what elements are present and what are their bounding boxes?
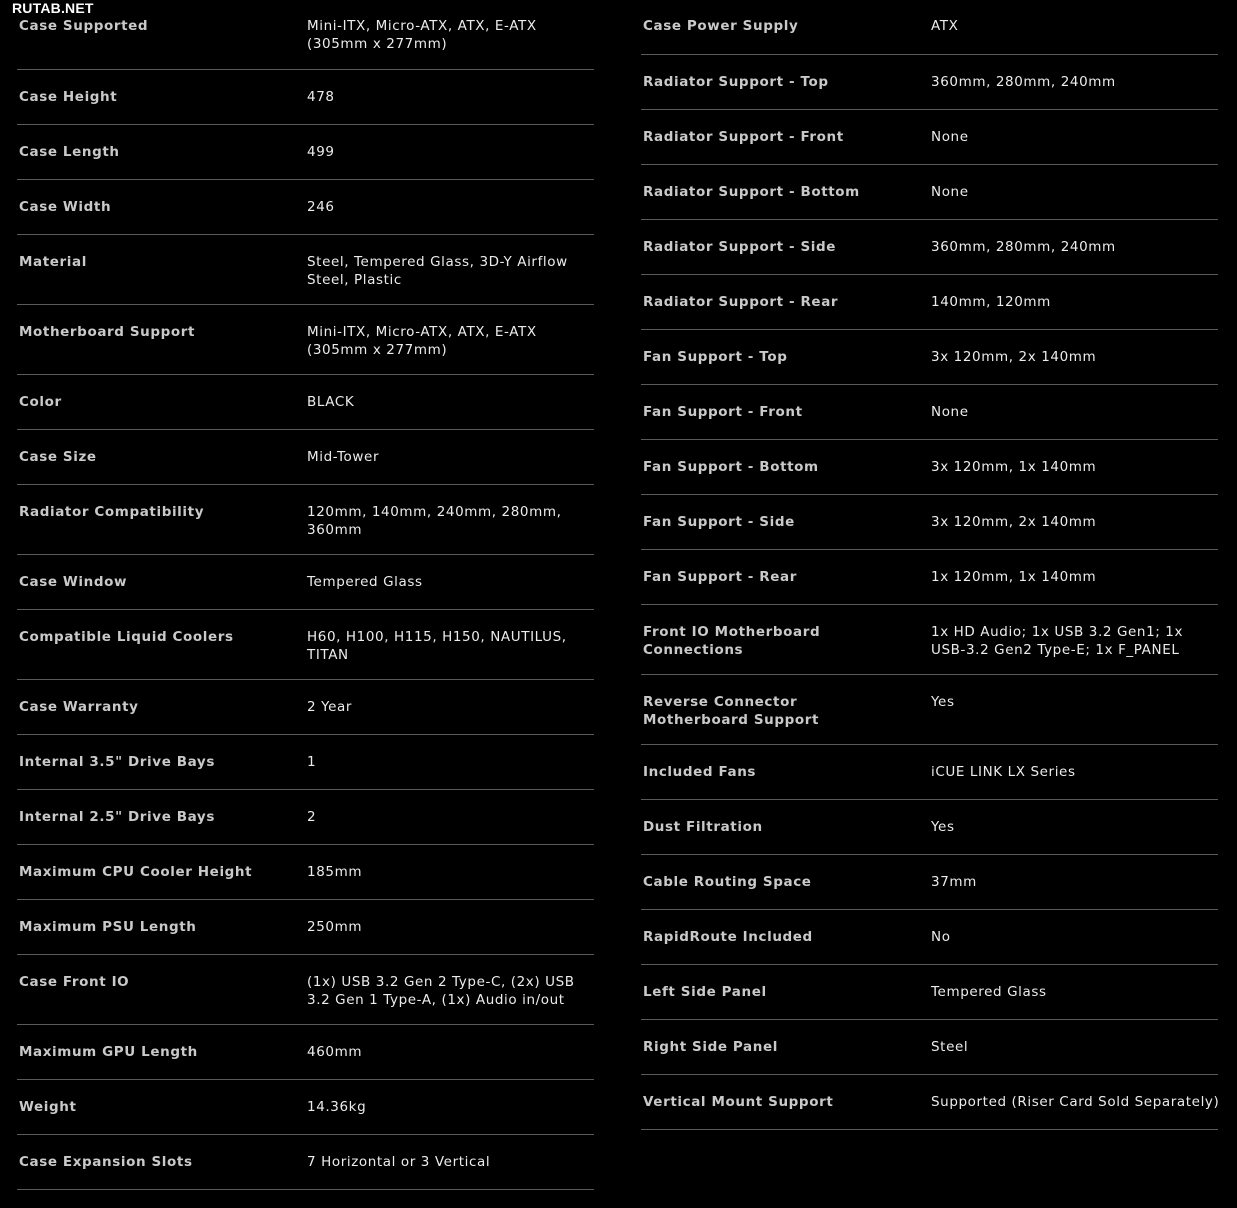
spec-label: Fan Support - Front [643,404,803,420]
spec-value: None [931,184,969,200]
spec-value: 120mm, 140mm, 240mm, 280mm, 360mm [307,504,562,538]
spec-label: Fan Support - Rear [643,569,798,585]
spec-row [17,485,594,555]
watermark-logo: RUTAB.NET [12,0,94,16]
spec-row [641,910,1218,965]
spec-row [17,1135,594,1190]
spec-label: Radiator Support - Side [643,239,837,255]
spec-value: 3x 120mm, 2x 140mm [931,514,1097,530]
spec-row [17,1025,594,1080]
spec-label: Case Warranty [19,699,139,715]
spec-row [641,440,1218,495]
spec-row [17,1080,594,1135]
spec-value: 14.36kg [307,1099,367,1115]
spec-label: Radiator Support - Front [643,129,844,145]
spec-value: 250mm [307,919,363,935]
spec-value: None [931,404,969,420]
spec-value: Yes [931,694,955,710]
spec-label: Fan Support - Side [643,514,795,530]
spec-row [17,790,594,845]
spec-label: Fan Support - Top [643,349,788,365]
spec-row [641,385,1218,440]
spec-label: Vertical Mount Support [643,1094,834,1110]
spec-value: 460mm [307,1044,363,1060]
spec-row [17,0,594,70]
spec-label: Case Front IO [19,974,130,990]
spec-label: Case Supported [19,18,149,34]
spec-value: Steel [931,1039,969,1055]
spec-label: Color [19,394,62,410]
spec-label: Radiator Support - Bottom [643,184,860,200]
spec-value: 478 [307,89,335,105]
spec-value: 499 [307,144,335,160]
spec-label: Right Side Panel [643,1039,778,1055]
spec-row [641,1020,1218,1075]
spec-value: 246 [307,199,335,215]
spec-row [641,165,1218,220]
spec-row [17,375,594,430]
specs-column-right [641,0,1218,1130]
spec-value: Yes [931,819,955,835]
spec-label: Fan Support - Bottom [643,459,819,475]
spec-row [641,110,1218,165]
spec-label: Material [19,254,87,270]
spec-value: Tempered Glass [931,984,1047,1000]
spec-row [641,605,1218,675]
spec-value: 3x 120mm, 1x 140mm [931,459,1097,475]
spec-value: 360mm, 280mm, 240mm [931,74,1116,90]
spec-label: Cable Routing Space [643,874,812,890]
spec-row [641,800,1218,855]
spec-value: Supported (Riser Card Sold Separately) [931,1094,1220,1110]
spec-label: RapidRoute Included [643,929,813,945]
spec-value: H60, H100, H115, H150, NAUTILUS, TITAN [307,629,567,663]
spec-label: Radiator Compatibility [19,504,205,520]
spec-row [641,275,1218,330]
spec-row [641,1075,1218,1130]
spec-label: Internal 3.5" Drive Bays [19,754,215,770]
spec-label: Dust Filtration [643,819,763,835]
spec-label: Weight [19,1099,77,1115]
spec-value: 185mm [307,864,363,880]
spec-row [17,305,594,375]
spec-row [641,495,1218,550]
spec-value: BLACK [307,394,355,410]
spec-row [17,610,594,680]
spec-value: None [931,129,969,145]
spec-value: No [931,929,951,945]
spec-row [641,0,1218,55]
spec-label: Internal 2.5" Drive Bays [19,809,215,825]
spec-label: Case Power Supply [643,18,799,34]
spec-label: Radiator Support - Top [643,74,829,90]
spec-label: Case Width [19,199,112,215]
spec-label: Motherboard Support [19,324,196,340]
spec-row [641,220,1218,275]
spec-row [17,680,594,735]
spec-value: 3x 120mm, 2x 140mm [931,349,1097,365]
spec-value: Steel, Tempered Glass, 3D-Y Airflow Steel, Plastic [307,254,568,288]
spec-label: Radiator Support - Rear [643,294,839,310]
spec-row [641,55,1218,110]
spec-row [641,965,1218,1020]
spec-row [641,745,1218,800]
spec-label: Case Height [19,89,118,105]
spec-value: Mini-ITX, Micro-ATX, ATX, E-ATX (305mm x 277mm) [307,18,537,52]
spec-value: 1 [307,754,317,770]
spec-value: 140mm, 120mm [931,294,1051,310]
spec-row [17,845,594,900]
spec-label: Maximum GPU Length [19,1044,198,1060]
spec-value: 7 Horizontal or 3 Vertical [307,1154,491,1170]
spec-label: Included Fans [643,764,757,780]
spec-row [17,70,594,125]
spec-value: 2 Year [307,699,353,715]
spec-value: 2 [307,809,317,825]
spec-row [641,330,1218,385]
spec-label: Compatible Liquid Coolers [19,629,234,645]
spec-label: Front IO Motherboard Connections [643,624,821,658]
spec-row [17,955,594,1025]
spec-value: Tempered Glass [307,574,423,590]
spec-value: Mini-ITX, Micro-ATX, ATX, E-ATX (305mm x 277mm) [307,324,537,358]
spec-row [17,235,594,305]
specs-column-left [17,0,594,1190]
spec-row [17,125,594,180]
spec-value: 37mm [931,874,977,890]
spec-label: Maximum PSU Length [19,919,197,935]
spec-row [17,900,594,955]
spec-row [641,675,1218,745]
spec-value: (1x) USB 3.2 Gen 2 Type-C, (2x) USB 3.2 Gen 1 Type-A, (1x) Audio in/out [307,974,575,1008]
spec-value: 1x 120mm, 1x 140mm [931,569,1097,585]
spec-row [17,180,594,235]
spec-value: iCUE LINK LX Series [931,764,1076,780]
spec-row [641,550,1218,605]
spec-label: Left Side Panel [643,984,767,1000]
spec-value: Mid-Tower [307,449,380,465]
spec-value: 360mm, 280mm, 240mm [931,239,1116,255]
spec-row [17,430,594,485]
spec-value: 1x HD Audio; 1x USB 3.2 Gen1; 1x USB-3.2 Gen2 Type-E; 1x F_PANEL [931,624,1184,658]
spec-label: Case Window [19,574,128,590]
spec-row [17,735,594,790]
spec-label: Maximum CPU Cooler Height [19,864,253,880]
spec-label: Reverse Connector Motherboard Support [643,694,820,728]
spec-row [641,855,1218,910]
spec-row [17,555,594,610]
spec-label: Case Length [19,144,120,160]
spec-label: Case Size [19,449,97,465]
spec-value: ATX [931,18,959,34]
spec-label: Case Expansion Slots [19,1154,193,1170]
